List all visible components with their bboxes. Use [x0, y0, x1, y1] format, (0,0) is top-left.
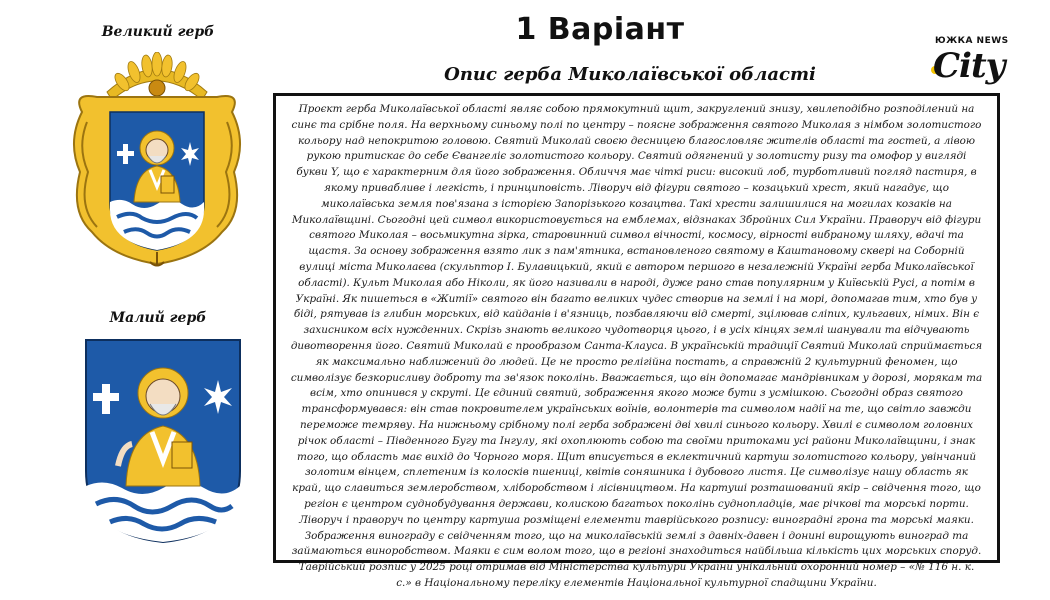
logo-top-text: ЮЖКА NEWS — [935, 36, 1009, 46]
wheat-crown-icon — [107, 52, 207, 100]
big-coat-label: Великий герб — [101, 24, 215, 40]
logo-city-text: City — [933, 46, 1005, 86]
small-coat-of-arms-image — [82, 336, 244, 546]
big-coat-of-arms-image — [62, 52, 252, 270]
description-box — [273, 93, 1000, 589]
page-title: 1 Варіант — [515, 12, 685, 47]
page-subtitle: Опис герба Миколаївської області — [444, 64, 816, 85]
coat-of-arms-description: Проєкт герба Миколаївської області являє собою прямокутний щит, закруглений знизу, хвилеподібно розподілений на синє та срібне поля. На верхньому синьому полі по центру – поясне зображення святого Миколая з німбом золотистого кольору над непокритою головою. Святий Миколай своєю десницею благословляє жителів області та гостей, а лівою рукою притискає до себе Євангеліє золотистого кольору. Святий одягнений у золотисту ризу та омофор у вигляді букви Y, що є характерним для його зображення. Обличчя має чіткі риси: високий лоб, турботливий погляд пастиря, в якому привабливе і легкість, і принциповість. Ліворуч від фігури святого – козацький хрест, який нагадує, що миколаївська земля пов'язана з історією Запорізького козацтва. Такі хрести залишилися на могилах козаків на Миколаївщині. Сьогодні цей символ використовується на емблемах, відзнаках Збройних Сил України. Праворуч від фігури святого Миколая – восьмикутна зірка, старовинний символ вічності, космосу, вірності вибраному шляху, вдачі та щастя. За основу зображення взято лик з пам'ятника, встановленого святому в Каштановому сквері на Соборній вулиці міста Миколаєва (скульптор І. Булавицький, який є автором першого в незалежній Україні герба Миколаївської області). Культ Миколая або Ніколи, як його називали в народі, дуже рано став популярним у Київській Русі, а потім в Україні. Як пишеться в «Житії» святого він багато великих чудес створив на землі і на морі, допомагав тим, хто був у біді, рятував із глибин морських, від кайданів і в'язниць, позбавляючи від смерті, зцілював сліпих, кульгавих, німих. Він є захисником всіх нужденних. Скрізь знають великого чудотворця цього, і в усіх кінцях землі шанували та відчувають дивотворення його. Святий Миколай є прообразом Санта-Клауса. В українській традиції Святий Миколай сприймається як максимально наближений до людей. Це не просто релігійна постать, а справжній 2 культурний феномен, що символізує безкорисливу доброту та зв'язок поколінь. Вважається, що він допомагає мандрівникам у дорозі, морякам та всім, хто опинився у скруті. Це єдиний святий, зображення якого може бути з усмішкою. Сьогодні образ святого трансформувався: він став покровителем українських воїнів, волонтерів та символом надії на те, що світло завжди переможе темряву. На нижньому срібному полі герба зображені дві хвилі синього кольору. Хвилі є символом головних річок області – Південного Бугу та Інгулу, які охоплюють собою та своїми притоками усі райони Миколаївщини, і знак того, що область має вихід до Чорного моря. Щит вписується в еклектичний картуш золотистого кольору, увінчаний золотим вінцем, сплетеним із колосків пшениці, квітів соняшника і дубового листя. Це символізує нашу область як край, що славиться землеробством, хліборобством і лісівництвом. На картуші розташований якір – свідчення того, що регіон є центром суднобудування держави, колискою багатьох поколінь суднопладців, має річкові та морські порти. Ліворуч і праворуч по центру картуша розміщені елементи таврійського розпису: виноградні грона та морські маяки. Зображення винограду є свідченням того, що на миколаївській землі з давніх-давен і донині вирощують виноград та займаються виноробством. Маяки є сим волом того, що в регіоні знаходиться найбільша кількість цих морських споруд. Таврійський розпис у 2025 році отримав від Міністерства культури України унікальний охоронний номер – «№ 116 н. к. с.» в Національному переліку елементів Національної культурної спадщини України. — [290, 103, 983, 589]
small-coat-label: Малий герб — [109, 310, 207, 326]
